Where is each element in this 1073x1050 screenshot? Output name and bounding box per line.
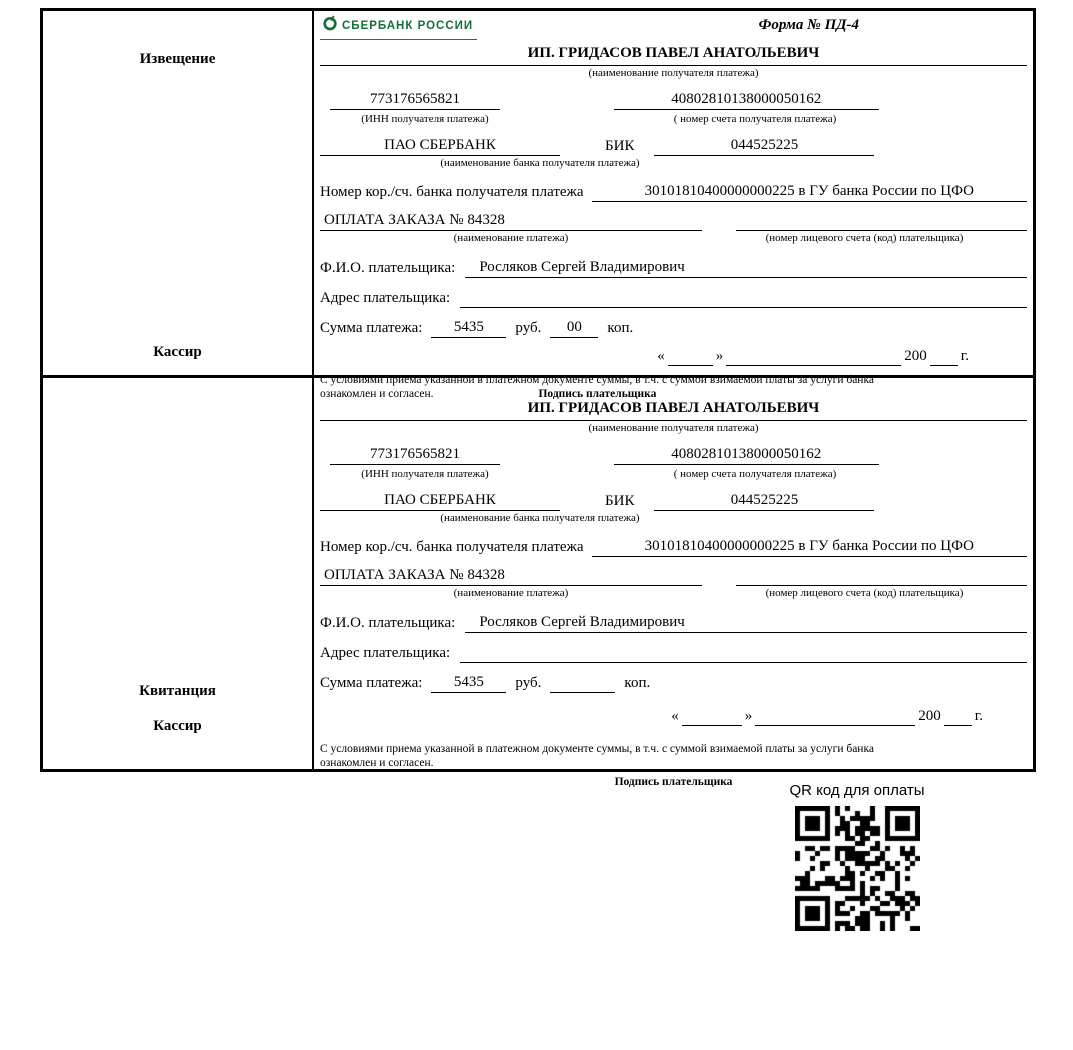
bik-label: БИК [605, 138, 635, 154]
recipient-name: ИП. ГРИДАСОВ ПАВЕЛ АНАТОЛЬЕВИЧ [320, 398, 1027, 421]
date-month-line [755, 709, 915, 726]
payer-name-row [320, 254, 1027, 278]
payer-name-value: Росляков Сергей Владимирович [465, 613, 1027, 633]
section-notice [43, 11, 1033, 400]
inn-value: 773176565821 [330, 90, 500, 110]
payment-purpose-value: ОПЛАТА ЗАКАЗА № 84328 [320, 211, 702, 231]
amount-rub-value: 5435 [431, 673, 506, 693]
payer-address-row [320, 284, 1027, 308]
section-receipt [43, 375, 1033, 788]
receipt-left-column [43, 378, 314, 769]
inn-value: 773176565821 [330, 445, 500, 465]
sberbank-logo-text: СБЕРБАНК РОССИИ [342, 19, 474, 32]
corr-account-row [320, 533, 1027, 557]
amount-kop-value [550, 674, 615, 693]
sberbank-logo-icon [322, 15, 338, 36]
amount-kop-value: 00 [550, 318, 598, 338]
purpose-captions-row [320, 231, 1027, 248]
bank-caption-row [320, 156, 1027, 173]
payer-name-value: Росляков Сергей Владимирович [465, 258, 1027, 278]
payment-purpose-row [320, 562, 1027, 586]
year-suffix: г. [974, 708, 983, 724]
account-value: 40802810138000050162 [614, 445, 879, 465]
notice-content [314, 11, 1033, 400]
payer-name-row [320, 609, 1027, 633]
payer-address-line [460, 289, 1027, 308]
caption-inn: (ИНН получателя платежа) [361, 113, 489, 125]
bank-row [320, 487, 1027, 511]
qr-payment-block [772, 782, 942, 936]
caption-bank-name: (наименование банка получателя платежа) [440, 157, 640, 169]
date-day-line [668, 349, 713, 366]
bank-name-value: ПАО СБЕРБАНК [320, 491, 560, 511]
amount-row [320, 313, 1027, 338]
rub-label: руб. [515, 675, 542, 691]
kop-label: коп. [624, 675, 651, 691]
kop-label: коп. [607, 320, 634, 336]
payment-form-pd4 [40, 8, 1036, 788]
agreement-line2: ознакомлен и согласен. [320, 388, 434, 400]
corr-account-label: Номер кор./сч. банка получателя платежа [320, 184, 584, 200]
signature-label: Подпись плательщика [538, 388, 657, 400]
open-quote: « [657, 348, 665, 364]
signature-label: Подпись плательщика [614, 776, 733, 788]
corr-account-value: 30101810400000000225 в ГУ банка России по ЦФО [592, 537, 1027, 557]
inn-account-captions [320, 112, 1027, 129]
payer-name-label: Ф.И.О. плательщика: [320, 615, 456, 631]
corr-account-row [320, 178, 1027, 202]
date-line [320, 701, 1027, 726]
cashier-label: Кассир [153, 344, 202, 360]
bank-caption-row [320, 511, 1027, 528]
receipt-content [314, 378, 1033, 788]
caption-personal-account: (номер лицевого счета (код) плательщика) [765, 232, 964, 244]
caption-recipient: (наименование получателя платежа) [588, 67, 759, 79]
date-year-line [930, 349, 958, 366]
corr-account-value: 30101810400000000225 в ГУ банка России по ЦФО [592, 182, 1027, 202]
payment-purpose-row [320, 207, 1027, 231]
bank-name-value: ПАО СБЕРБАНК [320, 136, 560, 156]
bank-row [320, 132, 1027, 156]
amount-label: Сумма платежа: [320, 320, 423, 336]
payer-address-row [320, 639, 1027, 663]
rub-label: руб. [515, 320, 542, 336]
sberbank-logo [320, 13, 477, 40]
notice-left-column [43, 11, 314, 375]
qr-caption: QR код для оплаты [789, 782, 925, 799]
agreement-line1: С условиями приема указанной в платежном документе суммы, в т.ч. с суммой взимаемой платы за услуги банка [320, 743, 874, 755]
amount-rub-value: 5435 [431, 318, 506, 338]
open-quote: « [671, 708, 679, 724]
section-title: Квитанция [139, 683, 216, 699]
recipient-name: ИП. ГРИДАСОВ ПАВЕЛ АНАТОЛЬЕВИЧ [320, 43, 1027, 66]
caption-recipient: (наименование получателя платежа) [588, 422, 759, 434]
payer-name-label: Ф.И.О. плательщика: [320, 260, 456, 276]
close-quote: » [744, 708, 753, 724]
inn-account-row [320, 90, 1027, 112]
close-quote: » [715, 348, 724, 364]
payer-address-label: Адрес плательщика: [320, 645, 451, 661]
qr-code-image [795, 806, 920, 931]
date-day-line [682, 709, 742, 726]
amount-row [320, 668, 1027, 693]
agreement-line1: С условиями приема указанной в платежном документе суммы, в т.ч. с суммой взимаемой платы за услуги банка [320, 374, 874, 386]
agreement-block [320, 373, 1027, 401]
purpose-captions-row [320, 586, 1027, 603]
header-row [320, 13, 1027, 43]
caption-personal-account: (номер лицевого счета (код) плательщика) [765, 587, 964, 599]
personal-account-line [736, 567, 1027, 586]
amount-label: Сумма платежа: [320, 675, 423, 691]
agreement-line2: ознакомлен и согласен. [320, 757, 434, 769]
year-prefix: 200 [904, 348, 927, 364]
personal-account-line [736, 212, 1027, 231]
year-suffix: г. [960, 348, 969, 364]
form-number: Форма № ПД-4 [758, 17, 859, 33]
inn-account-captions [320, 467, 1027, 484]
date-month-line [726, 349, 901, 366]
agreement-block [320, 742, 1027, 770]
account-value: 40802810138000050162 [614, 90, 879, 110]
date-year-line [944, 709, 972, 726]
caption-bank-name: (наименование банка получателя платежа) [440, 512, 640, 524]
payment-purpose-value: ОПЛАТА ЗАКАЗА № 84328 [320, 566, 702, 586]
caption-payment-name: (наименование платежа) [453, 587, 569, 599]
section-title: Извещение [139, 51, 216, 67]
payer-address-label: Адрес плательщика: [320, 290, 451, 306]
cashier-label: Кассир [153, 718, 202, 734]
corr-account-label: Номер кор./сч. банка получателя платежа [320, 539, 584, 555]
year-prefix: 200 [918, 708, 941, 724]
bik-value: 044525225 [654, 136, 874, 156]
payer-address-line [460, 644, 1027, 663]
caption-payment-name: (наименование платежа) [453, 232, 569, 244]
bik-label: БИК [605, 493, 635, 509]
date-line [320, 341, 1027, 366]
caption-account: ( номер счета получателя платежа) [673, 468, 837, 480]
caption-account: ( номер счета получателя платежа) [673, 113, 837, 125]
bik-value: 044525225 [654, 491, 874, 511]
inn-account-row [320, 445, 1027, 467]
caption-inn: (ИНН получателя платежа) [361, 468, 489, 480]
